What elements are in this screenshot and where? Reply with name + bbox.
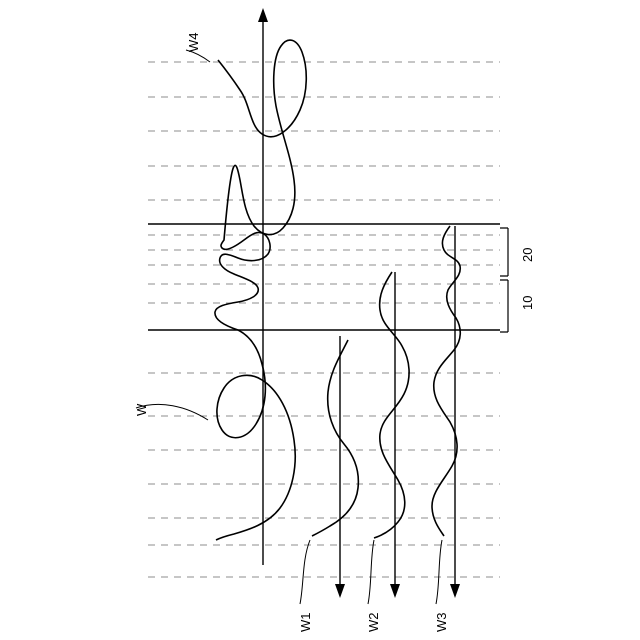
dashed-guide-lines bbox=[148, 62, 500, 577]
label-w1: W1 bbox=[298, 612, 313, 632]
wave-main-curve bbox=[215, 40, 306, 330]
leader-w1 bbox=[300, 540, 310, 604]
label-w: W bbox=[134, 403, 149, 416]
leader-w3 bbox=[436, 540, 442, 604]
label-w3: W3 bbox=[434, 612, 449, 632]
wave-w1-curve bbox=[312, 340, 358, 536]
arrow-down-w1 bbox=[335, 584, 345, 598]
wave-main-curve-lower bbox=[216, 330, 295, 540]
band-boundaries bbox=[148, 224, 500, 330]
arrow-down-w2 bbox=[390, 584, 400, 598]
bracket-10 bbox=[500, 280, 508, 332]
arrow-up-w bbox=[258, 8, 268, 22]
label-w4: W4 bbox=[186, 32, 201, 52]
label-band-10: 10 bbox=[520, 295, 535, 310]
brackets bbox=[500, 228, 508, 332]
bracket-20 bbox=[500, 228, 508, 276]
wave-w3-curve bbox=[432, 226, 460, 536]
label-w2: W2 bbox=[366, 612, 381, 632]
leader-w2 bbox=[368, 540, 374, 604]
leader-lines bbox=[136, 50, 442, 604]
wave-w2-curve bbox=[374, 272, 409, 538]
arrow-down-w3 bbox=[450, 584, 460, 598]
label-band-20: 20 bbox=[520, 247, 535, 262]
